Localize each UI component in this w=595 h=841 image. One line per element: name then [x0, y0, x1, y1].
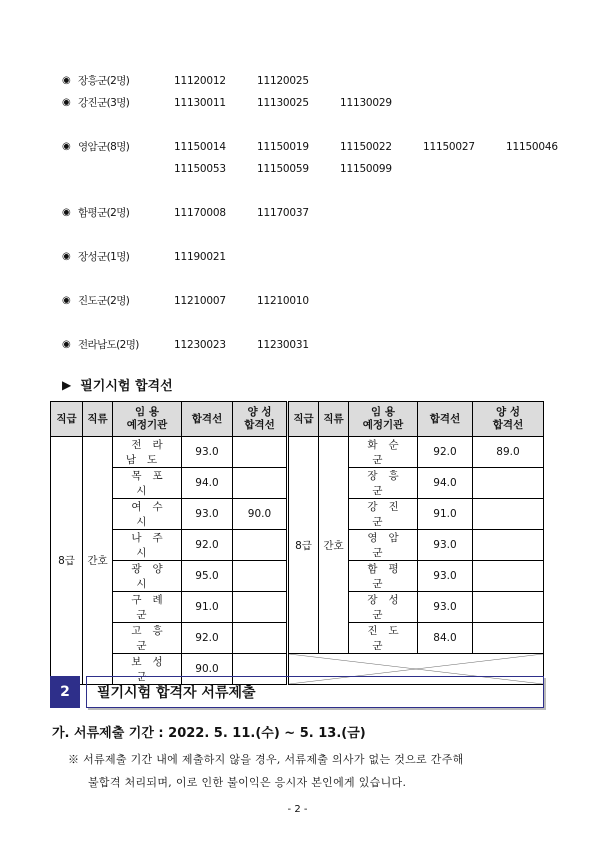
agency-cell: 나주시 — [113, 530, 182, 561]
bullet-icon: ◉ — [62, 251, 71, 262]
yang-cutoff-cell — [233, 530, 288, 561]
header-grade: 직급 — [51, 402, 83, 437]
cutoff-cell: 92.0 — [182, 530, 233, 561]
agency-cell: 광양시 — [113, 561, 182, 592]
applicant-group — [62, 70, 340, 92]
submission-period: 가. 서류제출 기간 : 2022. 5. 11.(수) ~ 5. 13.(금) — [52, 726, 366, 741]
agency-cell: 목포시 — [113, 468, 182, 499]
header-yang-right: 양 성 합격선 — [473, 402, 544, 437]
yang-cutoff-cell-right: 89.0 — [473, 437, 544, 468]
applicant-number: 11210010 — [257, 295, 309, 307]
applicant-number: 11120012 — [174, 75, 226, 87]
applicant-number: 11150022 — [340, 141, 392, 153]
cutoff-cell: 90.0 — [182, 654, 233, 685]
cutoff-cell: 93.0 — [182, 437, 233, 468]
header-grade-right: 직급 — [288, 402, 319, 437]
region-label: 함평군(2명) — [78, 207, 130, 219]
bullet-icon: ◉ — [62, 339, 71, 350]
header-type-right: 직류 — [319, 402, 349, 437]
cutoff-cell: 92.0 — [182, 623, 233, 654]
yang-cutoff-cell-right — [473, 561, 544, 592]
agency-cell: 구례군 — [113, 592, 182, 623]
cutoff-cell: 91.0 — [182, 592, 233, 623]
yang-cutoff-cell — [233, 592, 288, 623]
applicant-number: 11230031 — [257, 339, 309, 351]
applicant-number: 11210007 — [174, 295, 226, 307]
page-number: - 2 - — [287, 804, 308, 815]
agency-cell-right: 강진군 — [349, 499, 418, 530]
applicant-number: 11150019 — [257, 141, 309, 153]
type-cell: 간호 — [83, 437, 113, 685]
triangle-marker-icon: ▶ — [62, 377, 72, 392]
table-row — [51, 437, 544, 468]
cutoff-cell-right: 93.0 — [418, 592, 473, 623]
bullet-icon: ◉ — [62, 295, 71, 306]
cutoff-cell-right: 91.0 — [418, 499, 473, 530]
agency-cell-right: 장흥군 — [349, 468, 418, 499]
agency-cell-right: 화순군 — [349, 437, 418, 468]
section-2-header — [50, 676, 544, 708]
bullet-icon: ◉ — [62, 207, 71, 218]
agency-cell: 보성군 — [113, 654, 182, 685]
region-label: 진도군(2명) — [78, 295, 130, 307]
cutoff-cell: 95.0 — [182, 561, 233, 592]
applicant-number: 11170008 — [174, 207, 226, 219]
region-label: 영암군(8명) — [78, 141, 130, 153]
applicant-group — [62, 136, 589, 180]
applicant-group — [62, 92, 423, 114]
applicant-number: 11150099 — [340, 163, 392, 175]
cutoff-cell-right: 92.0 — [418, 437, 473, 468]
header-agency-right: 임 용 예정기관 — [349, 402, 418, 437]
applicant-number: 11150014 — [174, 141, 226, 153]
cutoff-cell-right: 93.0 — [418, 561, 473, 592]
applicant-number: 11150046 — [506, 141, 558, 153]
yang-cutoff-cell — [233, 437, 288, 468]
applicant-number: 11230023 — [174, 339, 226, 351]
agency-cell: 전라남도 — [113, 437, 182, 468]
applicant-number: 11130011 — [174, 97, 226, 109]
section-number: 2 — [50, 676, 80, 708]
yang-cutoff-cell — [233, 468, 288, 499]
yang-cutoff-cell — [233, 623, 288, 654]
grade-cell: 8급 — [51, 437, 83, 685]
yang-cutoff-cell-right — [473, 592, 544, 623]
yang-cutoff-cell-right — [473, 530, 544, 561]
type-cell-right: 간호 — [319, 437, 349, 654]
bullet-icon: ◉ — [62, 141, 71, 152]
header-yang: 양 성 합격선 — [233, 402, 288, 437]
cutoff-cell: 94.0 — [182, 468, 233, 499]
bullet-icon: ◉ — [62, 97, 71, 108]
applicant-number: 11190021 — [174, 251, 226, 263]
applicant-number: 11170037 — [257, 207, 309, 219]
applicant-number: 11130025 — [257, 97, 309, 109]
section-2-title: 필기시험 합격자 서류제출 — [86, 676, 544, 708]
applicant-number: 11150053 — [174, 163, 226, 175]
header-cutoff: 합격선 — [182, 402, 233, 437]
yang-cutoff-cell-right — [473, 623, 544, 654]
header-agency: 임 용 예정기관 — [113, 402, 182, 437]
applicant-group — [62, 202, 340, 224]
agency-cell: 여수시 — [113, 499, 182, 530]
notice — [68, 748, 548, 794]
yang-cutoff-cell: 90.0 — [233, 499, 288, 530]
applicant-number: 11130029 — [340, 97, 392, 109]
bullet-icon: ◉ — [62, 75, 71, 86]
region-label: 장흥군(2명) — [78, 75, 130, 87]
agency-cell-right: 함평군 — [349, 561, 418, 592]
yang-cutoff-cell-right — [473, 468, 544, 499]
yang-cutoff-cell-right — [473, 499, 544, 530]
applicant-number: 11150059 — [257, 163, 309, 175]
agency-cell-right: 장성군 — [349, 592, 418, 623]
cutoff-table — [50, 401, 544, 685]
region-label: 전라남도(2명) — [78, 339, 139, 351]
applicant-group — [62, 246, 257, 268]
applicant-group — [62, 334, 340, 356]
table-header-row — [51, 402, 544, 437]
applicant-number: 11120025 — [257, 75, 309, 87]
yang-cutoff-cell — [233, 561, 288, 592]
applicant-group — [62, 290, 340, 312]
agency-cell-right: 영암군 — [349, 530, 418, 561]
notice-line-1: ※ 서류제출 기간 내에 제출하지 않을 경우, 서류제출 의사가 없는 것으로 간주해 — [68, 753, 464, 766]
cutoff-cell-right: 93.0 — [418, 530, 473, 561]
notice-line-2: 불합격 처리되며, 이로 인한 불이익은 응시자 본인에게 있습니다. — [88, 776, 407, 789]
applicant-number: 11150027 — [423, 141, 475, 153]
cutoff-cell-right: 94.0 — [418, 468, 473, 499]
agency-cell: 고흥군 — [113, 623, 182, 654]
header-cutoff-right: 합격선 — [418, 402, 473, 437]
cutoff-section-title — [62, 375, 173, 394]
cutoff-cell-right: 84.0 — [418, 623, 473, 654]
cutoff-cell: 93.0 — [182, 499, 233, 530]
cutoff-section-label: 필기시험 합격선 — [80, 379, 173, 394]
header-type: 직류 — [83, 402, 113, 437]
region-label: 강진군(3명) — [78, 97, 130, 109]
region-label: 장성군(1명) — [78, 251, 130, 263]
grade-cell-right: 8급 — [288, 437, 319, 654]
agency-cell-right: 진도군 — [349, 623, 418, 654]
